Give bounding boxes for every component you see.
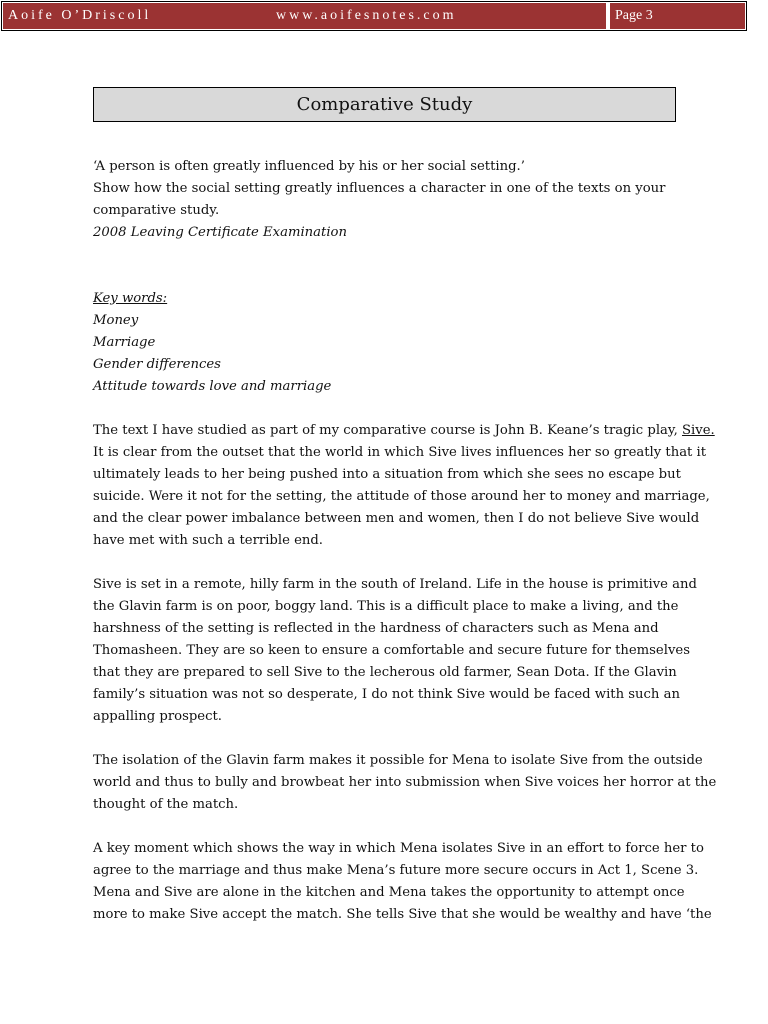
paragraph-line: suicide. Were it not for the setting, the attitude of those around her to money and marriage, — [93, 489, 710, 504]
paragraph-line: Mena and Sive are alone in the kitchen and Mena takes the opportunity to attempt once — [93, 885, 685, 900]
page-title: Comparative Study — [296, 94, 473, 115]
paragraph-line: The isolation of the Glavin farm makes it possible for Mena to isolate Sive from the outside — [93, 753, 703, 768]
paragraph-line: world and thus to bully and browbeat her into submission when Sive voices her horror at the — [93, 775, 717, 790]
question-source: 2008 Leaving Certificate Examination — [93, 225, 347, 240]
play-title: Sive. — [682, 423, 715, 438]
paragraph-line: ultimately leads to her being pushed into a situation from which she sees no escape but — [93, 467, 681, 482]
paragraph-line: have met with such a terrible end. — [93, 533, 323, 548]
paragraph-line: that they are prepared to sell Sive to the lecherous old farmer, Sean Dota. If the Glavin — [93, 665, 677, 680]
paragraph-line: A key moment which shows the way in which Mena isolates Sive in an effort to force her to — [93, 841, 704, 856]
page-number: Page 3 — [615, 8, 653, 23]
question-quote: ‘A person is often greatly influenced by his or her social setting.’ — [93, 159, 525, 174]
paragraph-line: and the clear power imbalance between men and women, then I do not believe Sive would — [93, 511, 700, 526]
paragraph-line: Thomasheen. They are so keen to ensure a comfortable and secure future for themselves — [93, 643, 690, 658]
key-words-block — [93, 288, 683, 398]
header-author: Aoife O’Driscoll — [8, 8, 152, 23]
document-body — [93, 156, 717, 926]
paragraph-line: appalling prospect. — [93, 709, 222, 724]
header-website: www.aoifesnotes.com — [276, 8, 457, 23]
paragraph — [93, 574, 697, 728]
paragraph-line: It is clear from the outset that the world in which Sive lives influences her so greatly that it — [93, 445, 707, 460]
paragraph — [93, 420, 715, 552]
paragraph — [93, 750, 717, 816]
key-words-heading: Key words: — [93, 291, 168, 306]
question-block — [93, 156, 683, 244]
paragraph-line: agree to the marriage and thus make Mena’s future more secure occurs in Act 1, Scene 3. — [93, 863, 699, 878]
key-word-item: Attitude towards love and marriage — [93, 379, 332, 394]
paragraph-line: harshness of the setting is reflected in the hardness of characters such as Mena and — [93, 621, 659, 636]
paragraph-line: more to make Sive accept the match. She tells Sive that she would be wealthy and have ‘the — [93, 907, 712, 922]
paragraph-line: the Glavin farm is on poor, boggy land. This is a difficult place to make a living, and the — [93, 599, 679, 614]
question-prompt-line: comparative study. — [93, 203, 220, 218]
paragraph-line: family’s situation was not so desperate, I do not think Sive would be faced with such an — [93, 687, 680, 702]
paragraph — [93, 838, 712, 926]
title-box — [93, 87, 676, 122]
paragraph-line: Sive is set in a remote, hilly farm in the south of Ireland. Life in the house is primitive and — [93, 577, 697, 592]
paragraph-line: thought of the match. — [93, 797, 239, 812]
paragraph-text: The text I have studied as part of my comparative course is John B. Keane’s tragic play, — [93, 423, 682, 438]
key-word-item: Gender differences — [93, 357, 221, 372]
question-prompt-line: Show how the social setting greatly influences a character in one of the texts on your — [93, 181, 666, 196]
key-word-item: Marriage — [93, 335, 156, 350]
paragraph-line — [93, 420, 715, 442]
key-word-item: Money — [93, 313, 139, 328]
